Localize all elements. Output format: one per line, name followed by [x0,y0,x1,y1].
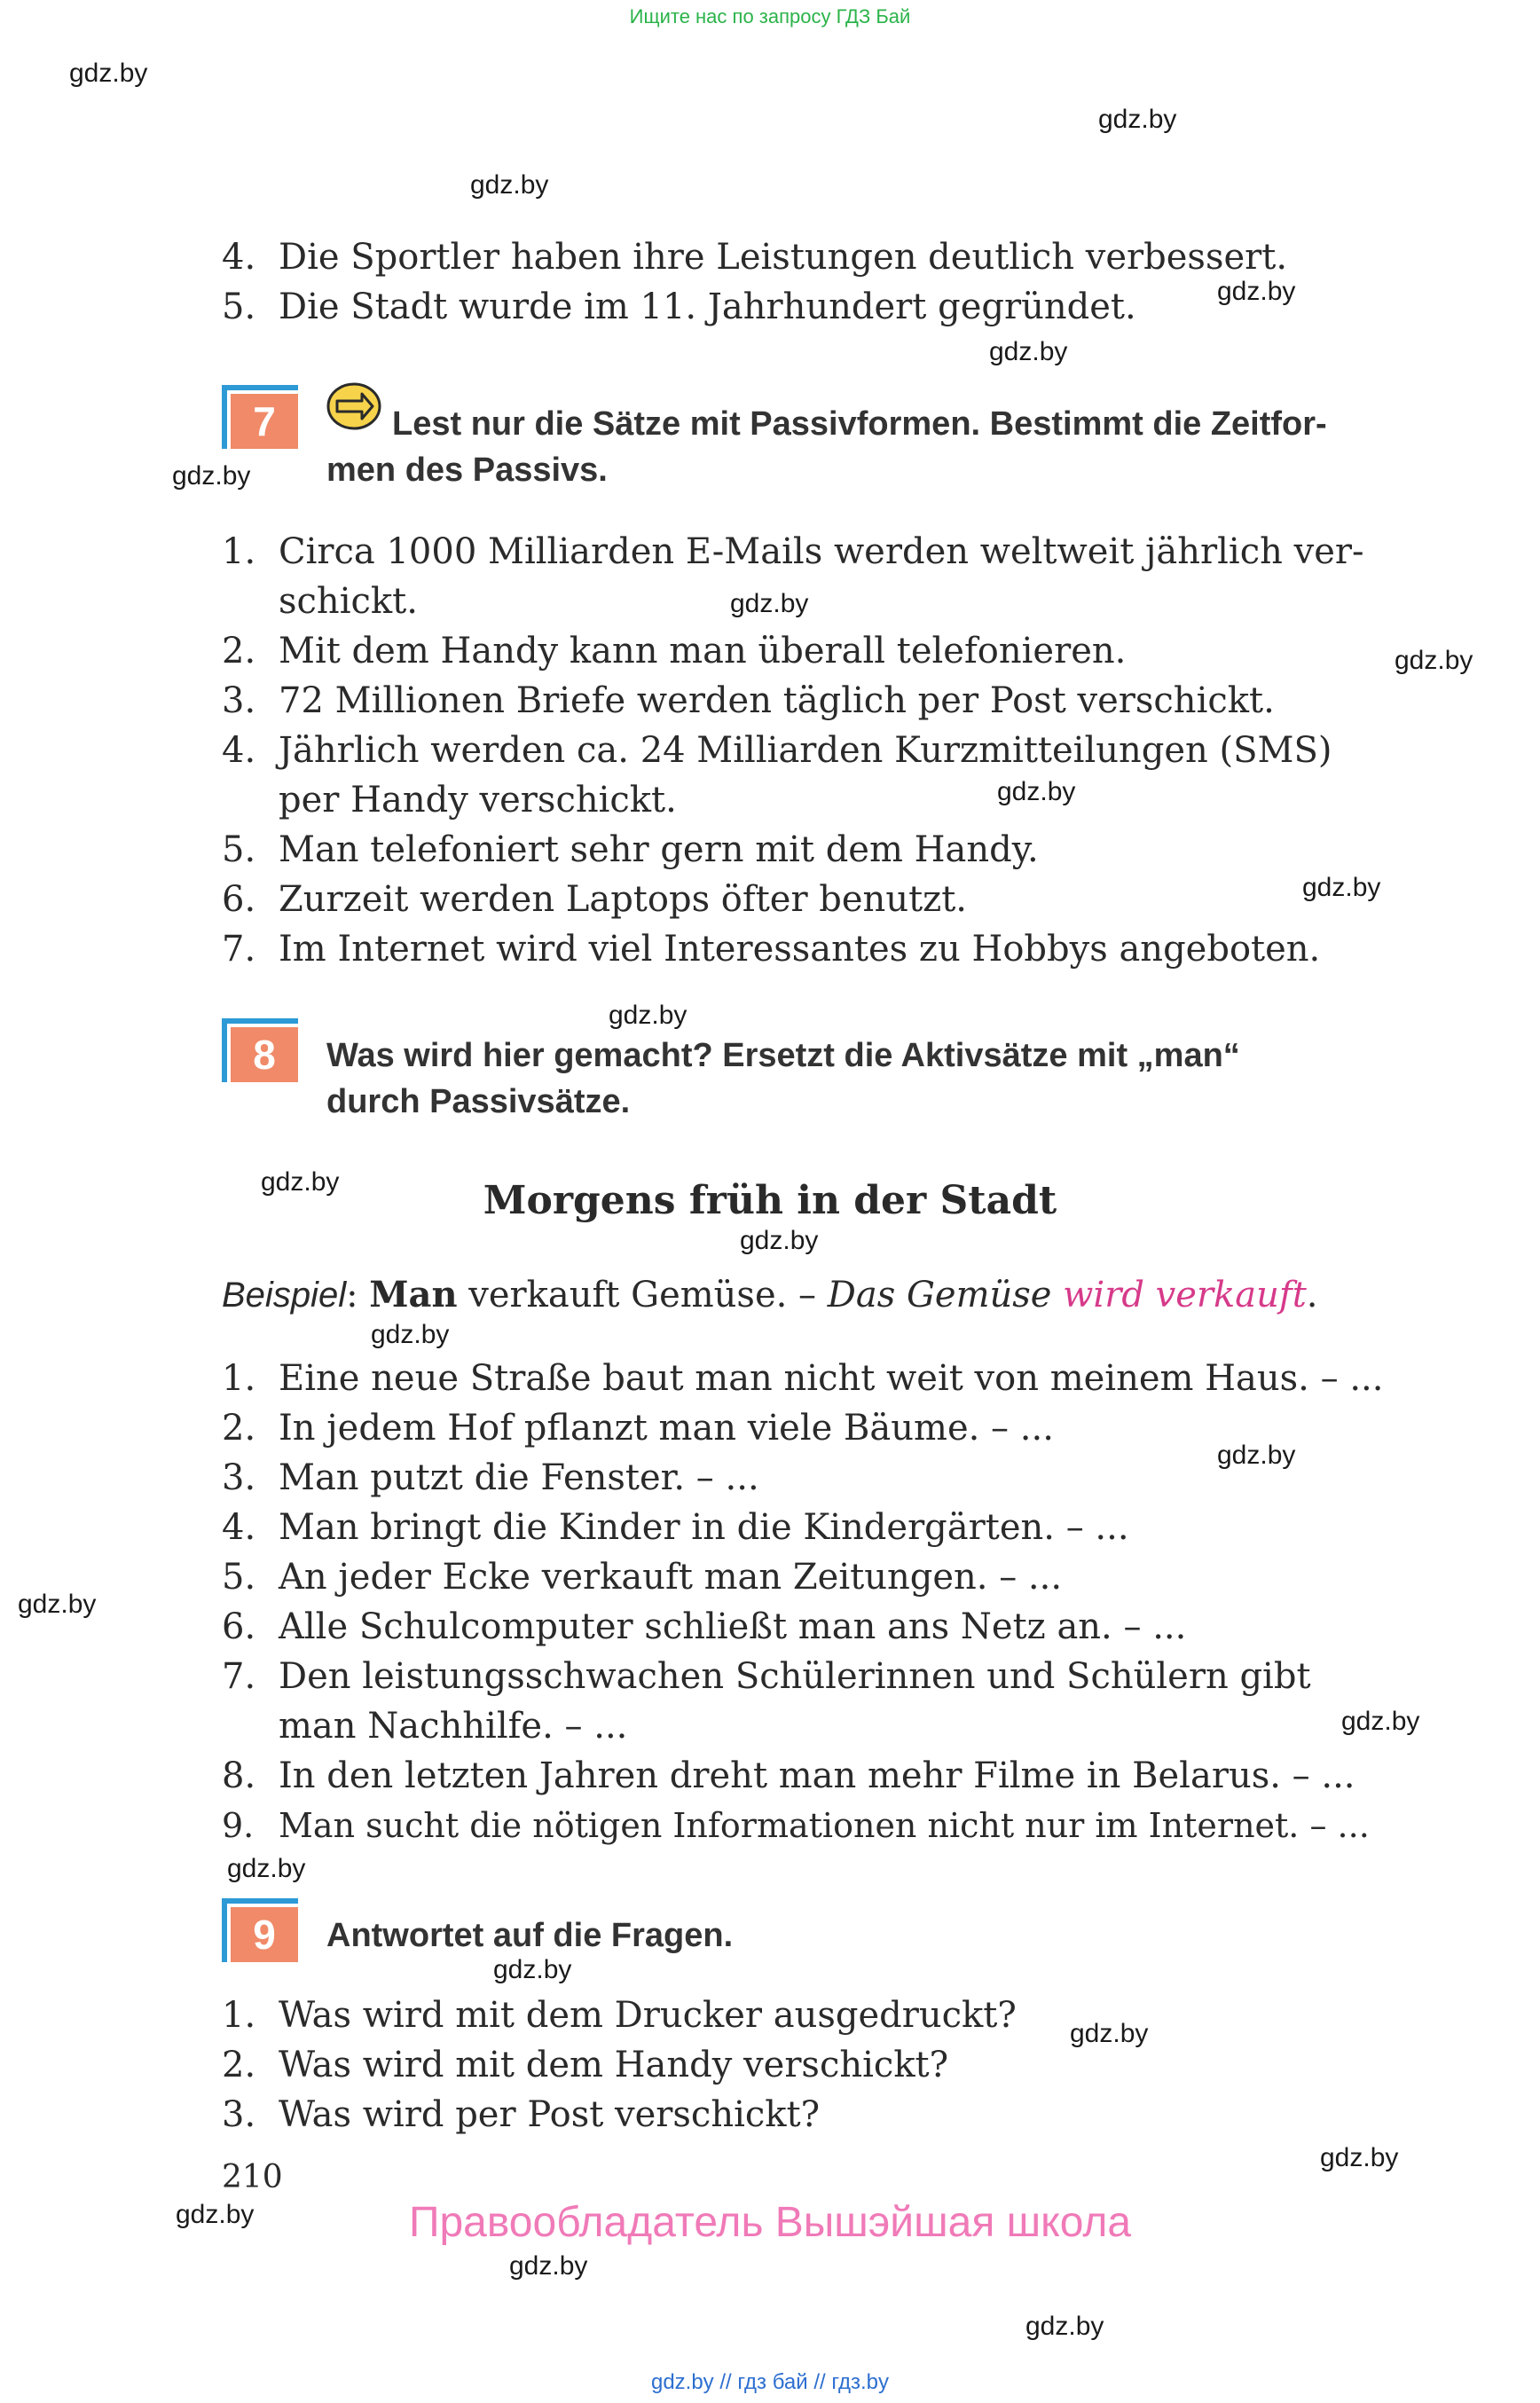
list-item: 7. Im Internet wird viel Interessantes zu Hobbys angeboten. [222,929,1321,970]
list-item: 1. Circa 1000 Milliarden E-Mails werden weltweit jährlich ver- [222,531,1364,572]
watermark: gdz.by [1070,2019,1149,2048]
list-item: 8. In den letzten Jahren dreht man mehr Filme in Belarus. – ... [222,1755,1355,1796]
list-item: 2. Mit dem Handy kann man überall telefonieren. [222,631,1127,671]
watermark: gdz.by [470,170,549,200]
watermark: gdz.by [989,337,1068,366]
list-item: 5. Man telefoniert sehr gern mit dem Handy. [222,829,1039,870]
task-instruction: men des Passivs. [326,452,608,489]
task-instruction: Was wird hier gemacht? Ersetzt die Aktivsätze mit „man“ [326,1037,1240,1074]
list-item: 1. Was wird mit dem Drucker ausgedruckt? [222,1995,1017,2036]
task-number-badge: 9 [222,1898,298,1962]
list-item: 5. An jeder Ecke verkauft man Zeitungen. – ... [222,1557,1063,1598]
example-sentence: Beispiel: Man verkauft Gemüse. – Das Gemüse wird verkauft. [222,1274,1318,1315]
task-instruction: Antwortet auf die Fragen. [326,1917,734,1954]
watermark: gdz.by [1395,646,1473,675]
list-item: 3. Was wird per Post verschickt? [222,2094,821,2135]
list-item: 9. Man sucht die nötigen Informationen nicht nur im Internet. – ... [222,1806,1370,1845]
watermark: gdz.by [172,461,251,491]
arrow-circle-icon [326,381,381,431]
watermark: gdz.by [509,2251,588,2281]
watermark: gdz.by [1217,277,1296,306]
watermark: gdz.by [1320,2143,1399,2172]
list-item: 6. Alle Schulcomputer schließt man ans Netz an. – ... [222,1606,1187,1647]
rights-holder-notice: Правообладатель Вышэйшая школа [408,2199,1132,2246]
watermark: gdz.by [730,589,809,618]
watermark: gdz.by [1098,105,1177,134]
list-item: 6. Zurzeit werden Laptops öfter benutzt. [222,879,968,920]
watermark: gdz.by [1302,873,1381,902]
list-item: 2. In jedem Hof pflanzt man viele Bäume. – ... [222,1408,1054,1449]
watermark: gdz.by [371,1320,450,1349]
watermark: gdz.by [1341,1707,1420,1736]
watermark: gdz.by [227,1854,306,1883]
watermark: gdz.by [740,1226,819,1255]
task-number-badge: 7 [222,385,298,449]
list-item: 4. Die Sportler haben ihre Leistungen deutlich verbessert. [222,237,1288,278]
watermark: gdz.by [176,2200,255,2229]
list-item-continuation: man Nachhilfe. – ... [279,1706,628,1747]
list-item: 3. Man putzt die Fenster. – ... [222,1457,759,1498]
list-item: 2. Was wird mit dem Handy verschickt? [222,2045,949,2085]
list-item: 3. 72 Millionen Briefe werden täglich per Post verschickt. [222,680,1275,721]
watermark: gdz.by [18,1590,97,1619]
task-instruction: durch Passivsätze. [326,1083,631,1120]
watermark: gdz.by [997,777,1076,806]
watermark: gdz.by [1217,1441,1296,1470]
footer-links[interactable]: gdz.by // гдз бай // гдз.by [650,2370,890,2394]
watermark: gdz.by [69,59,148,88]
list-item: 4. Jährlich werden ca. 24 Milliarden Kurzmitteilungen (SMS) [222,730,1332,771]
list-item: 7. Den leistungsschwachen Schülerinnen und Schülern gibt [222,1656,1311,1697]
section-heading: Morgens früh in der Stadt [483,1178,1057,1223]
list-item: 4. Man bringt die Kinder in die Kindergärten. – ... [222,1507,1129,1548]
task-number-badge: 8 [222,1018,298,1082]
page-number: 210 [222,2159,283,2195]
list-item: 1. Eine neue Straße baut man nicht weit von meinem Haus. – ... [222,1358,1384,1399]
task-instruction: Lest nur die Sätze mit Passivformen. Bestimmt die Zeitfor- [392,405,1327,443]
list-item: 5. Die Stadt wurde im 11. Jahrhundert gegründet. [222,287,1136,327]
watermark: gdz.by [609,1001,688,1030]
watermark: gdz.by [493,1955,572,1984]
watermark: gdz.by [1025,2312,1104,2341]
list-item-continuation: schickt. [279,581,418,622]
top-banner: Ищите нас по запросу ГДЗ Бай [629,5,911,27]
watermark: gdz.by [261,1167,340,1197]
list-item-continuation: per Handy verschickt. [279,780,677,821]
